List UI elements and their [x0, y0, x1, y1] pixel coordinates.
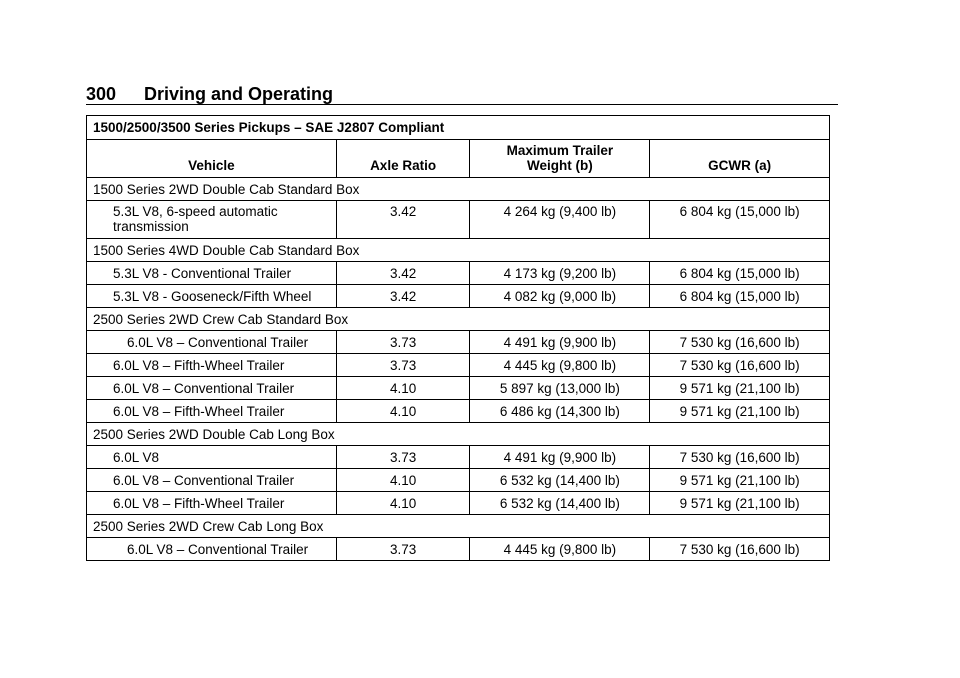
column-header-max-trailer-weight: Maximum Trailer Weight (b) [470, 140, 650, 178]
table-title: 1500/2500/3500 Series Pickups – SAE J2807 Compliant [87, 116, 830, 140]
cell-max-trailer: 4 445 kg (9,800 lb) [470, 538, 650, 561]
table-row [87, 446, 830, 469]
column-header-axle-ratio: Axle Ratio [336, 140, 470, 178]
cell-gcwr: 7 530 kg (16,600 lb) [650, 538, 830, 561]
cell-axle-ratio: 3.73 [336, 538, 470, 561]
cell-gcwr: 7 530 kg (16,600 lb) [650, 354, 830, 377]
table-row [87, 538, 830, 561]
group-label: 1500 Series 4WD Double Cab Standard Box [87, 239, 830, 262]
group-label: 1500 Series 2WD Double Cab Standard Box [87, 178, 830, 201]
cell-vehicle: 6.0L V8 – Fifth-Wheel Trailer [87, 492, 337, 515]
cell-axle-ratio: 4.10 [336, 400, 470, 423]
cell-axle-ratio: 3.73 [336, 331, 470, 354]
cell-max-trailer: 4 445 kg (9,800 lb) [470, 354, 650, 377]
cell-max-trailer: 4 491 kg (9,900 lb) [470, 331, 650, 354]
cell-vehicle: 6.0L V8 – Conventional Trailer [87, 538, 337, 561]
cell-max-trailer: 6 532 kg (14,400 lb) [470, 492, 650, 515]
cell-gcwr: 9 571 kg (21,100 lb) [650, 377, 830, 400]
cell-vehicle: 6.0L V8 – Conventional Trailer [87, 469, 337, 492]
table-row [87, 469, 830, 492]
cell-axle-ratio: 4.10 [336, 377, 470, 400]
table-row [87, 262, 830, 285]
cell-vehicle: 6.0L V8 – Conventional Trailer [87, 377, 337, 400]
cell-gcwr: 7 530 kg (16,600 lb) [650, 331, 830, 354]
cell-max-trailer: 4 264 kg (9,400 lb) [470, 201, 650, 239]
group-row [87, 515, 830, 538]
group-row [87, 423, 830, 446]
cell-axle-ratio: 3.42 [336, 201, 470, 239]
column-header-vehicle: Vehicle [87, 140, 337, 178]
cell-gcwr: 6 804 kg (15,000 lb) [650, 201, 830, 239]
cell-max-trailer: 4 173 kg (9,200 lb) [470, 262, 650, 285]
cell-axle-ratio: 3.42 [336, 285, 470, 308]
column-header-row [87, 140, 830, 178]
cell-gcwr: 9 571 kg (21,100 lb) [650, 469, 830, 492]
cell-axle-ratio: 3.73 [336, 446, 470, 469]
cell-vehicle: 6.0L V8 – Fifth-Wheel Trailer [87, 354, 337, 377]
cell-axle-ratio: 4.10 [336, 469, 470, 492]
cell-max-trailer: 6 532 kg (14,400 lb) [470, 469, 650, 492]
table-row [87, 400, 830, 423]
cell-vehicle: 5.3L V8 - Gooseneck/Fifth Wheel [87, 285, 337, 308]
cell-gcwr: 6 804 kg (15,000 lb) [650, 285, 830, 308]
page-header [86, 82, 838, 105]
cell-vehicle: 6.0L V8 – Fifth-Wheel Trailer [87, 400, 337, 423]
cell-axle-ratio: 3.73 [336, 354, 470, 377]
group-row [87, 178, 830, 201]
group-label: 2500 Series 2WD Crew Cab Standard Box [87, 308, 830, 331]
cell-vehicle: 6.0L V8 – Conventional Trailer [87, 331, 337, 354]
cell-axle-ratio: 4.10 [336, 492, 470, 515]
table-row [87, 377, 830, 400]
cell-gcwr: 6 804 kg (15,000 lb) [650, 262, 830, 285]
group-row [87, 239, 830, 262]
group-label: 2500 Series 2WD Double Cab Long Box [87, 423, 830, 446]
group-label: 2500 Series 2WD Crew Cab Long Box [87, 515, 830, 538]
towing-capacity-table [86, 115, 830, 561]
table-row [87, 285, 830, 308]
cell-gcwr: 9 571 kg (21,100 lb) [650, 492, 830, 515]
table-row [87, 331, 830, 354]
cell-gcwr: 9 571 kg (21,100 lb) [650, 400, 830, 423]
cell-gcwr: 7 530 kg (16,600 lb) [650, 446, 830, 469]
table-row [87, 492, 830, 515]
section-title: Driving and Operating [144, 84, 334, 104]
cell-max-trailer: 4 491 kg (9,900 lb) [470, 446, 650, 469]
table-row [87, 201, 830, 239]
cell-max-trailer: 6 486 kg (14,300 lb) [470, 400, 650, 423]
column-header-gcwr: GCWR (a) [650, 140, 830, 178]
cell-axle-ratio: 3.42 [336, 262, 470, 285]
cell-vehicle: 5.3L V8, 6-speed automatic transmission [87, 201, 337, 239]
table-title-row [87, 116, 830, 140]
cell-vehicle: 5.3L V8 - Conventional Trailer [87, 262, 337, 285]
cell-max-trailer: 5 897 kg (13,000 lb) [470, 377, 650, 400]
table-row [87, 354, 830, 377]
page-number: 300 [86, 84, 117, 104]
cell-vehicle: 6.0L V8 [87, 446, 337, 469]
cell-max-trailer: 4 082 kg (9,000 lb) [470, 285, 650, 308]
group-row [87, 308, 830, 331]
